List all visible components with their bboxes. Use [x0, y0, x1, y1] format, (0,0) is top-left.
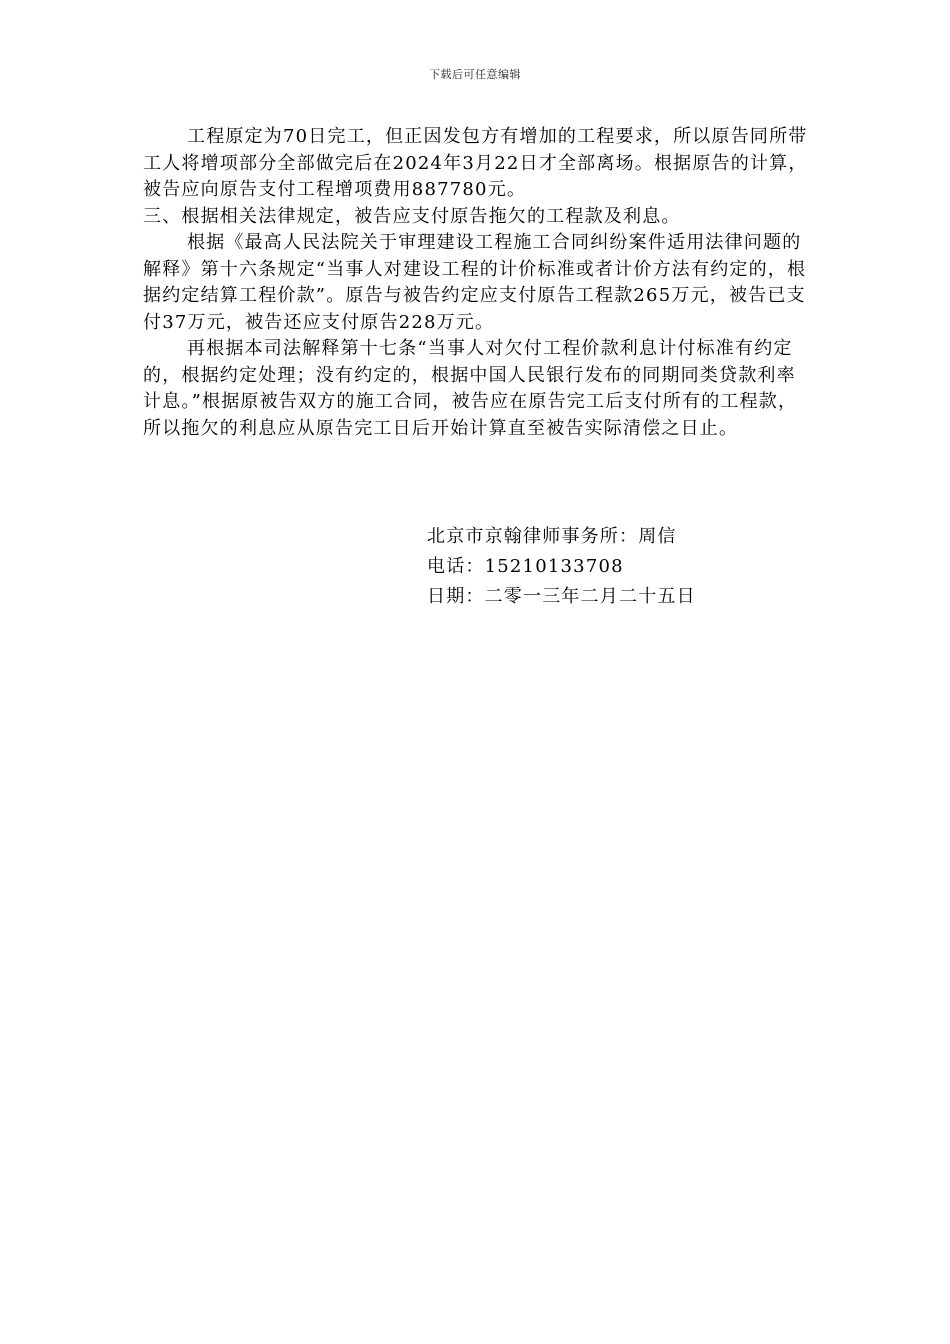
signature-block [427, 522, 696, 612]
signature-phone: 电话：15210133708 [427, 556, 624, 577]
paragraph-article-16: 根据《最高人民法院关于审理建设工程施工合同纠纷案件适用法律问题的解释》第十六条规定“当事人对建设工程的计价标准或者计价方法有约定的，根据约定结算工程价款”。原告与被告约定应支付原告工程款265万元，被告已支付37万元，被告还应支付原告228万元。 [143, 232, 807, 333]
document-body [143, 124, 813, 442]
signature-firm: 北京市京翰律师事务所：周信 [427, 526, 677, 547]
signature-date: 日期：二零一三年二月二十五日 [427, 586, 696, 607]
paragraph-article-17: 再根据本司法解释第十七条“当事人对欠付工程价款利息计付标准有约定的，根据约定处理；没有约定的，根据中国人民银行发布的同期同类贷款利率计息。”根据原被告双方的施工合同，被告应在原告完工后支付所有的工程款，所以拖欠的利息应从原告完工日后开始计算直至被告实际清偿之日止。 [143, 338, 798, 439]
paragraph-section-three-heading: 三、根据相关法律规定，被告应支付原告拖欠的工程款及利息。 [143, 205, 681, 227]
paragraph-extra-work: 工程原定为70日完工，但正因发包方有增加的工程要求，所以原告同所带工人将增项部分全部做完后在2024年3月22日才全部离场。根据原告的计算，被告应向原告支付工程增项费用887780元。 [143, 126, 808, 200]
page-header-note: 下载后可任意编辑 [429, 68, 521, 81]
